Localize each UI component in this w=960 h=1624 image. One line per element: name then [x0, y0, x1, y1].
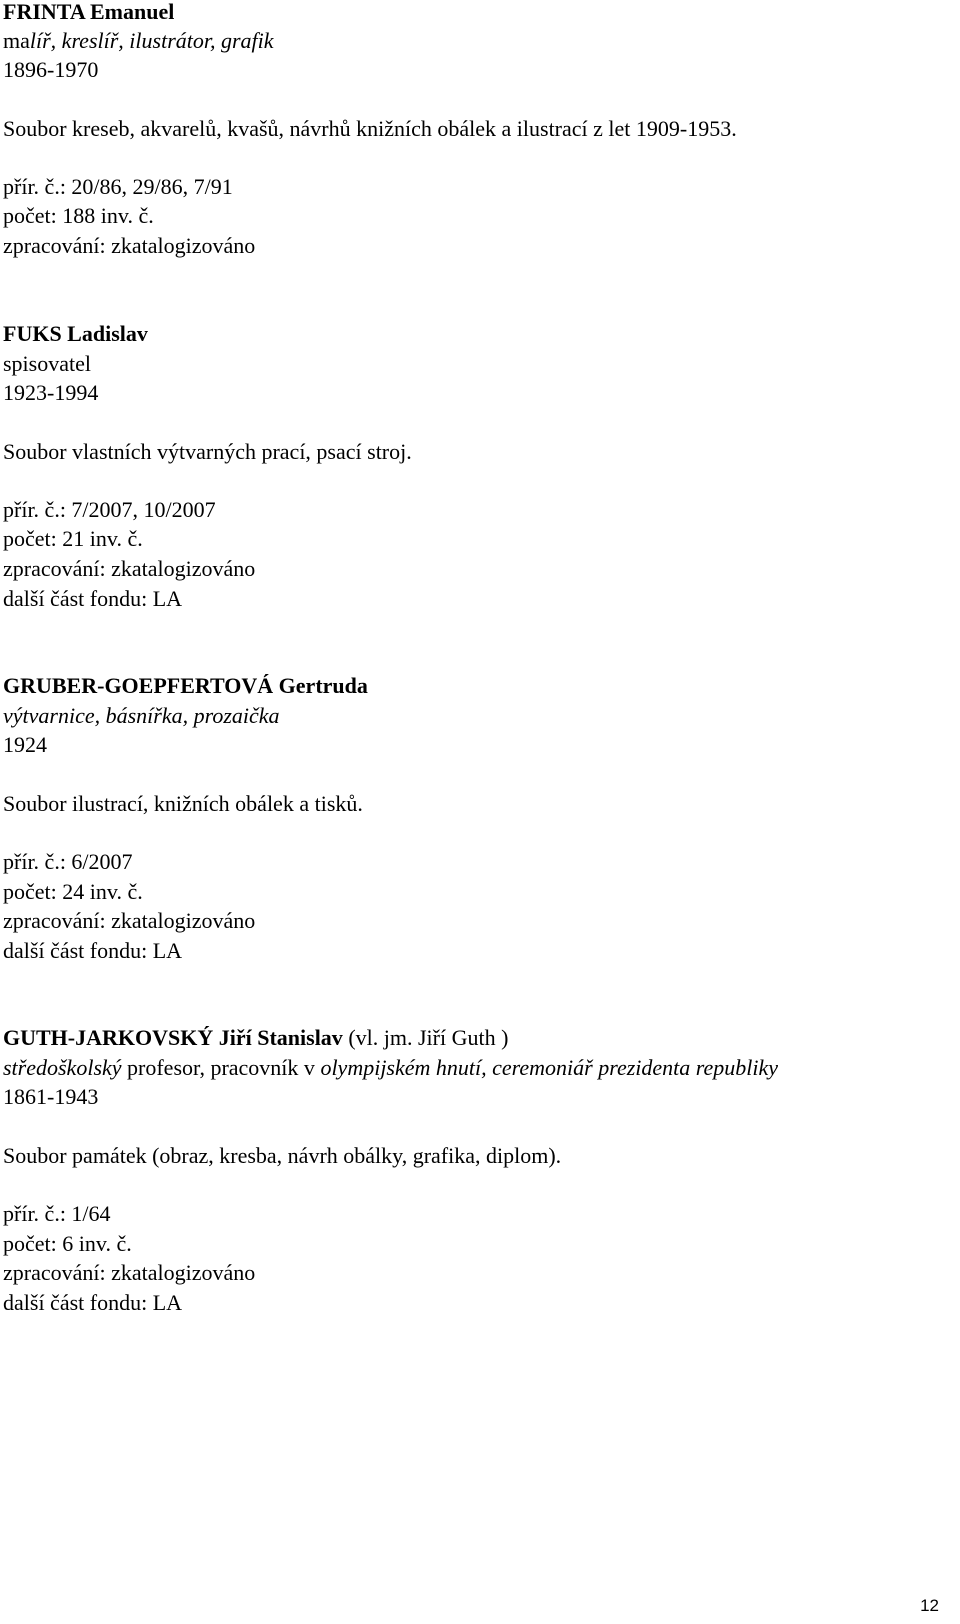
entry-processing: zpracování: zkatalogizováno [3, 233, 256, 258]
entry-role-text: líř, kreslíř, ilustrátor, grafik [29, 28, 274, 53]
entry-name-line [3, 1024, 508, 1052]
entry-role-part: středoškolský [3, 1055, 122, 1080]
entry-count: počet: 24 inv. č. [3, 879, 143, 904]
entry-count: počet: 6 inv. č. [3, 1231, 132, 1256]
entry-description: Soubor vlastních výtvarných prací, psací stroj. [3, 439, 412, 464]
entry-other-part: další část fondu: LA [3, 1290, 183, 1315]
entry-description: Soubor památek (obraz, kresba, návrh obálky, grafika, diplom). [3, 1143, 562, 1168]
entry-role [3, 1054, 778, 1082]
entry-role: výtvarnice, básnířka, prozaička [3, 703, 280, 728]
entry-role-part: profesor, pracovník v [127, 1055, 315, 1080]
entry-other-part: další část fondu: LA [3, 938, 183, 963]
entry-processing: zpracování: zkatalogizováno [3, 908, 256, 933]
entry-role: spisovatel [3, 351, 91, 376]
entry-years: 1861-1943 [3, 1084, 99, 1109]
entry-role [3, 27, 274, 55]
entry-role-part: olympijském hnutí, ceremoniář prezidenta republiky [320, 1055, 779, 1080]
entry-name: FUKS Ladislav [3, 321, 148, 346]
entry-years: 1896-1970 [3, 57, 99, 82]
entry-count: počet: 188 inv. č. [3, 203, 154, 228]
entry-name-note: (vl. jm. Jiří Guth ) [348, 1025, 509, 1050]
entry-name: FRINTA Emanuel [3, 0, 175, 24]
entry-name: GUTH-JARKOVSKÝ Jiří Stanislav [3, 1025, 343, 1050]
entry-name: GRUBER-GOEPFERTOVÁ Gertruda [3, 673, 368, 698]
entry-processing: zpracování: zkatalogizováno [3, 1260, 256, 1285]
entry-acquisition: přír. č.: 1/64 [3, 1201, 111, 1226]
entry-other-part: další část fondu: LA [3, 586, 183, 611]
entry-description: Soubor ilustrací, knižních obálek a tisků. [3, 791, 363, 816]
entry-years: 1923-1994 [3, 380, 99, 405]
entry-processing: zpracování: zkatalogizováno [3, 556, 256, 581]
entry-acquisition: přír. č.: 7/2007, 10/2007 [3, 497, 216, 522]
entry-count: počet: 21 inv. č. [3, 526, 143, 551]
entry-years: 1924 [3, 732, 47, 757]
entry-acquisition: přír. č.: 6/2007 [3, 849, 133, 874]
entry-acquisition: přír. č.: 20/86, 29/86, 7/91 [3, 174, 233, 199]
page-number: 12 [920, 1596, 939, 1615]
entry-description: Soubor kreseb, akvarelů, kvašů, návrhů knižních obálek a ilustrací z let 1909-1953. [3, 116, 737, 141]
entry-role-lead: ma [3, 28, 30, 53]
